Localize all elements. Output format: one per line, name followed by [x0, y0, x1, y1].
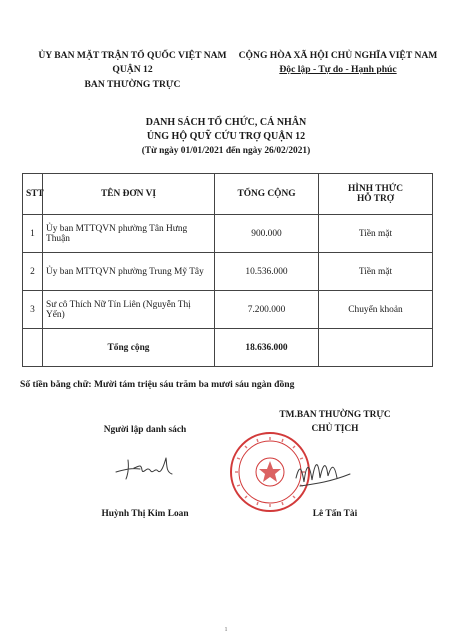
- national-title: CỘNG HÒA XÃ HỘI CHỦ NGHĨA VIỆT NAM: [238, 50, 438, 61]
- column-header-form: [319, 174, 433, 215]
- row-total: 10.536.000: [215, 253, 319, 291]
- amount-in-words: Số tiền bằng chữ: Mười tám triệu sáu trăm ba mươi sáu ngàn đồng: [20, 379, 295, 390]
- row-form: Tiền mặt: [319, 215, 433, 253]
- column-header-form-line1: HÌNH THỨC: [348, 184, 403, 194]
- row-form: Tiền mặt: [319, 253, 433, 291]
- row-stt: 2: [23, 253, 43, 291]
- preparer-role: Người lập danh sách: [103, 425, 187, 435]
- preparer-signature: [112, 448, 187, 483]
- document-title-line2: ỦNG HỘ QUỸ CỨU TRỢ QUẬN 12: [146, 131, 306, 142]
- national-motto-text: Độc lập - Tự do - Hạnh phúc: [279, 64, 397, 75]
- approver-name: Lê Tấn Tài: [312, 509, 358, 519]
- row-total: 7.200.000: [215, 291, 319, 329]
- total-row-stt: [23, 329, 43, 367]
- issuer-district: QUẬN 12: [112, 64, 153, 75]
- table-row: [23, 215, 433, 253]
- row-stt: 1: [23, 215, 43, 253]
- document-title-line1: DANH SÁCH TỔ CHỨC, CÁ NHÂN: [145, 117, 307, 128]
- total-row-form: [319, 329, 433, 367]
- row-form: Chuyển khoản: [319, 291, 433, 329]
- total-value: 18.636.000: [215, 329, 319, 367]
- row-name: Ủy ban MTTQVN phường Tân Hưng Thuận: [43, 215, 215, 253]
- column-header-total: TỔNG CỘNG: [215, 174, 319, 215]
- table-row: [23, 253, 433, 291]
- column-header-stt: STT: [23, 174, 43, 215]
- preparer-name: Huỳnh Thị Kim Loan: [101, 509, 189, 519]
- column-header-name: TÊN ĐƠN VỊ: [43, 174, 215, 215]
- approver-signature: [290, 448, 360, 496]
- table-header-row: [23, 174, 433, 215]
- donor-table: [22, 173, 433, 367]
- approver-organization: TM.BAN THƯỜNG TRỰC: [279, 410, 391, 420]
- row-name: Sư cô Thích Nữ Tín Liên (Nguyễn Thị Yến): [43, 291, 215, 329]
- table-total-row: [23, 329, 433, 367]
- issuer-department: BAN THƯỜNG TRỰC: [84, 79, 181, 90]
- row-total: 900.000: [215, 215, 319, 253]
- total-label: Tổng cộng: [43, 329, 215, 367]
- issuer-org-name: ỦY BAN MẶT TRẬN TỔ QUỐC VIỆT NAM: [38, 50, 227, 61]
- page-number: 1: [224, 627, 228, 633]
- table-row: [23, 291, 433, 329]
- row-name: Ủy ban MTTQVN phường Trung Mỹ Tây: [43, 253, 215, 291]
- column-header-form-line2: HỖ TRỢ: [356, 194, 395, 204]
- row-stt: 3: [23, 291, 43, 329]
- national-motto: [236, 64, 440, 75]
- document-date-range: (Từ ngày 01/01/2021 đến ngày 26/02/2021): [141, 146, 311, 156]
- approver-role: CHỦ TỊCH: [311, 424, 359, 434]
